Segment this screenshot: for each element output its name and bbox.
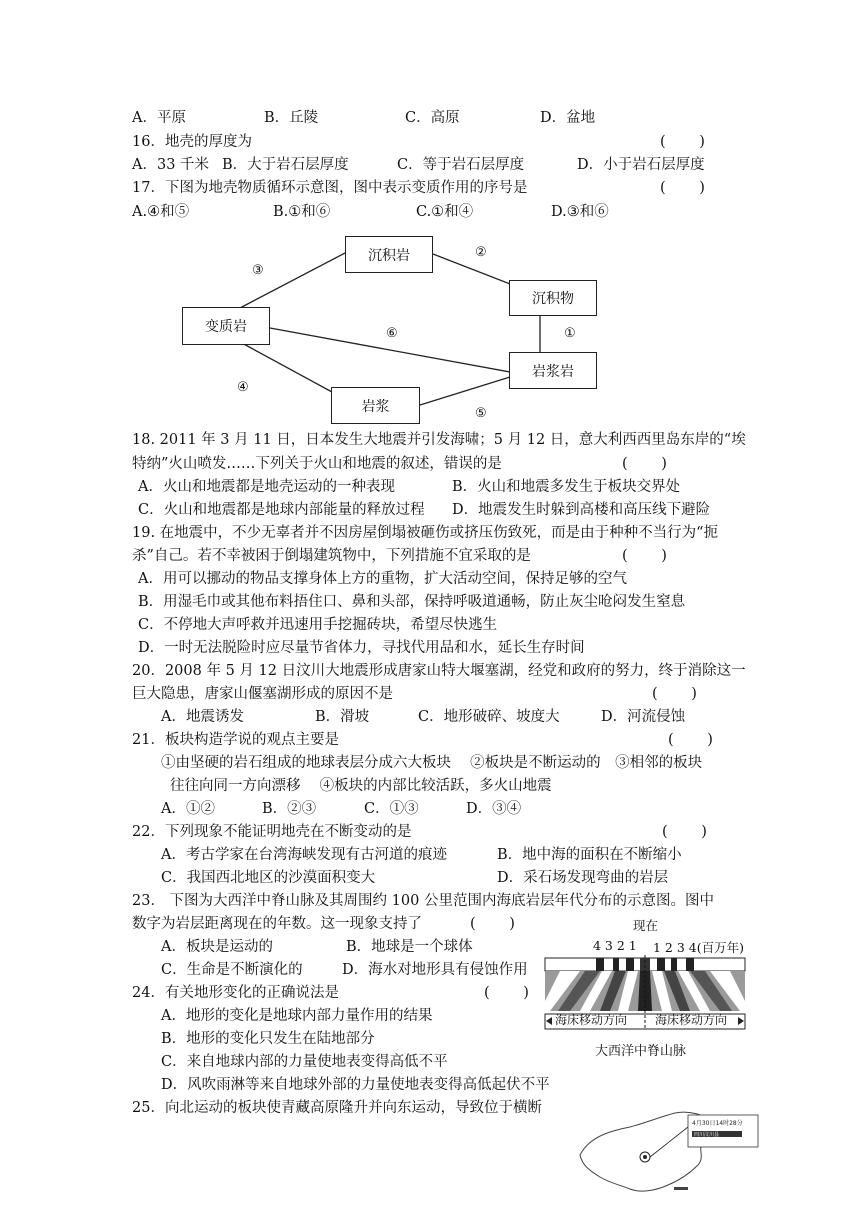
q23-option-a: A．板块是运动的 — [161, 939, 273, 955]
label-5: ⑤ — [475, 406, 487, 421]
q15-option-a: A．平原 — [132, 110, 186, 126]
metamorphic-rock-box: 变质岩 — [182, 307, 270, 345]
q17-option-d: D.③和⑥ — [551, 204, 609, 220]
q19-stem-1: 19. 在地震中，不少无辜者并不因房屋倒塌被砸伤或挤压伤致死，而是由于种种不当行为“扼 — [132, 525, 719, 541]
q16-option-a: A．33 千米 — [132, 157, 210, 173]
q15-option-b: B．丘陵 — [264, 110, 319, 126]
answer-paren: ( ) — [660, 134, 705, 150]
q25-stem: 25．向北运动的板块使青藏高原隆升并向东运动，导致位于横断 — [132, 1100, 542, 1116]
q22-option-d: D．采石场发现弯曲的岩层 — [497, 870, 669, 886]
q20-option-a: A．地震诱发 — [161, 709, 244, 725]
q18-stem-1: 18. 2011 年 3 月 11 日，日本发生大地震并引发海啸；5 月 12 日，意大利西西里岛东岸的“埃 — [132, 432, 746, 448]
q17-stem: 17．下图为地壳物质循环示意图，图中表示变质作用的序号是 — [132, 180, 528, 196]
q22-option-b: B．地中海的面积在不断缩小 — [497, 847, 682, 863]
q21-option-b: B．②③ — [262, 801, 317, 817]
magma-box: 岩浆 — [331, 387, 420, 424]
q18-option-a: A．火山和地震都是地壳运动的一种表现 — [138, 479, 395, 495]
china-map-figure — [570, 1105, 765, 1201]
q18-option-d: D．地震发生时躲到高楼和高压线下避险 — [452, 502, 711, 518]
q22-option-c: C．我国西北地区的沙漠面积变大 — [161, 870, 376, 886]
answer-paren: ( ) — [622, 548, 667, 564]
q21-stem: 21．板块构造学说的观点主要是 — [132, 732, 339, 748]
q20-option-d: D．河流侵蚀 — [601, 709, 686, 725]
q17-option-b: B.①和⑥ — [273, 204, 331, 220]
q17-option-a: A.④和⑤ — [132, 204, 190, 220]
ridge-ticks-right: 1 2 3 4(百万年) — [653, 940, 744, 955]
q22-stem: 22．下列现象不能证明地壳在不断变动的是 — [132, 824, 412, 840]
q24-option-b: B．地形的变化只发生在陆地部分 — [161, 1031, 375, 1047]
answer-paren: ( ) — [652, 686, 697, 702]
q17-option-c: C.①和④ — [416, 204, 474, 220]
answer-paren: ( ) — [484, 985, 529, 1001]
q18-option-c: C．火山和地震都是地球内部能量的释放过程 — [138, 502, 425, 518]
q19-option-d: D．一时无法脱险时应尽量节省体力，寻找代用品和水，延长生存时间 — [138, 640, 585, 656]
answer-paren: ( ) — [622, 456, 667, 472]
label-6: ⑥ — [386, 326, 398, 341]
q16-stem: 16．地壳的厚度为 — [132, 134, 252, 150]
q21-option-c: C．①③ — [364, 801, 419, 817]
q16-option-d: D．小于岩石层厚度 — [577, 157, 705, 173]
label-4: ④ — [237, 380, 249, 395]
answer-paren: ( ) — [668, 732, 713, 748]
label-1: ① — [564, 326, 576, 341]
q22-option-a: A．考古学家在台湾海峡发现有古河道的痕迹 — [161, 847, 447, 863]
q23-option-d: D．海水对地形具有侵蚀作用 — [342, 962, 528, 978]
ridge-right-arrow-label: 海床移动方向 — [655, 1013, 728, 1027]
answer-paren: ( ) — [662, 824, 707, 840]
q24-stem: 24．有关地形变化的正确说法是 — [132, 985, 339, 1001]
answer-paren: ( ) — [470, 916, 515, 932]
q21-option-d: D．③④ — [466, 801, 522, 817]
q23-stem-1: 23． 下图为大西洋中脊山脉及其周围约 100 公里范围内海底岩层年代分布的示意图。图中 — [132, 893, 714, 909]
magmatic-rock-box: 岩浆岩 — [509, 352, 597, 389]
q20-stem-2: 巨大隐患，唐家山偃塞湖形成的原因不是 — [132, 686, 393, 702]
q19-option-b: B．用湿毛巾或其他布料捂住口、鼻和头部，保持呼吸道通畅，防止灰尘呛闷发生窒息 — [138, 594, 686, 610]
q16-option-c: C．等于岩石层厚度 — [397, 157, 525, 173]
q24-option-a: A．地形的变化是地球内部力量作用的结果 — [161, 1008, 433, 1024]
q19-stem-2: 杀”自己。若不幸被困于倒塌建筑物中，下列措施不宜采取的是 — [132, 548, 531, 564]
q24-option-c: C．来自地球内部的力量使地表变得高低不平 — [161, 1054, 448, 1070]
ridge-left-arrow-label: 海床移动方向 — [555, 1013, 628, 1027]
q21-statements-1: ①由坚硬的岩石组成的地球表层分成六大板块 ②板块是不断运动的 ③相邻的板块 — [161, 755, 703, 771]
q20-option-b: B．滑坡 — [315, 709, 370, 725]
q18-stem-2: 特纳”火山喷发……下列关于火山和地震的叙述，错误的是 — [132, 456, 502, 472]
ridge-caption: 大西洋中脊山脉 — [595, 1044, 687, 1059]
label-2: ② — [475, 245, 487, 260]
q23-option-b: B．地球是一个球体 — [346, 939, 473, 955]
q19-option-a: A．用可以挪动的物品支撑身体上方的重物，扩大活动空间，保持足够的空气 — [138, 571, 627, 587]
ridge-ticks-left: 4 3 2 1 — [593, 938, 637, 953]
q23-option-c: C．生命是不断演化的 — [161, 962, 303, 978]
q20-stem-1: 20．2008 年 5 月 12 日汶川大地震形成唐家山特大堰塞湖，经党和政府的努力，终于消除这一 — [132, 663, 746, 679]
q21-option-a: A．①② — [161, 801, 215, 817]
q15-option-c: C．高原 — [405, 110, 460, 126]
q24-option-d: D．风吹雨淋等来自地球外部的力量使地表变得高低起伏不平 — [161, 1077, 550, 1093]
sedimentary-rock-box: 沉积岩 — [345, 236, 433, 273]
q15-option-d: D．盆地 — [540, 110, 596, 126]
ridge-now-label: 现在 — [633, 918, 659, 933]
rock-cycle-lines — [0, 0, 860, 440]
q19-option-c: C．不停地大声呼救并迅速用手挖掘砖块，希望尽快逃生 — [138, 617, 498, 633]
answer-paren: ( ) — [660, 180, 705, 196]
map-annotation-line2: 四川汶川县 — [694, 1132, 720, 1138]
q20-option-c: C．地形破碎、坡度大 — [418, 709, 560, 725]
q18-option-b: B．火山和地震多发生于板块交界处 — [452, 479, 681, 495]
map-annotation-line1: 4月30日14时28分 — [692, 1120, 743, 1127]
sediment-box: 沉积物 — [509, 280, 597, 316]
q16-option-b: B．大于岩石层厚度 — [222, 157, 349, 173]
label-3: ③ — [252, 263, 264, 278]
q23-stem-2: 数字为岩层距离现在的年数。这一现象支持了 — [132, 916, 422, 932]
q21-statements-2: 往往向同一方向漂移 ④板块的内部比较活跃，多火山地震 — [170, 778, 552, 794]
